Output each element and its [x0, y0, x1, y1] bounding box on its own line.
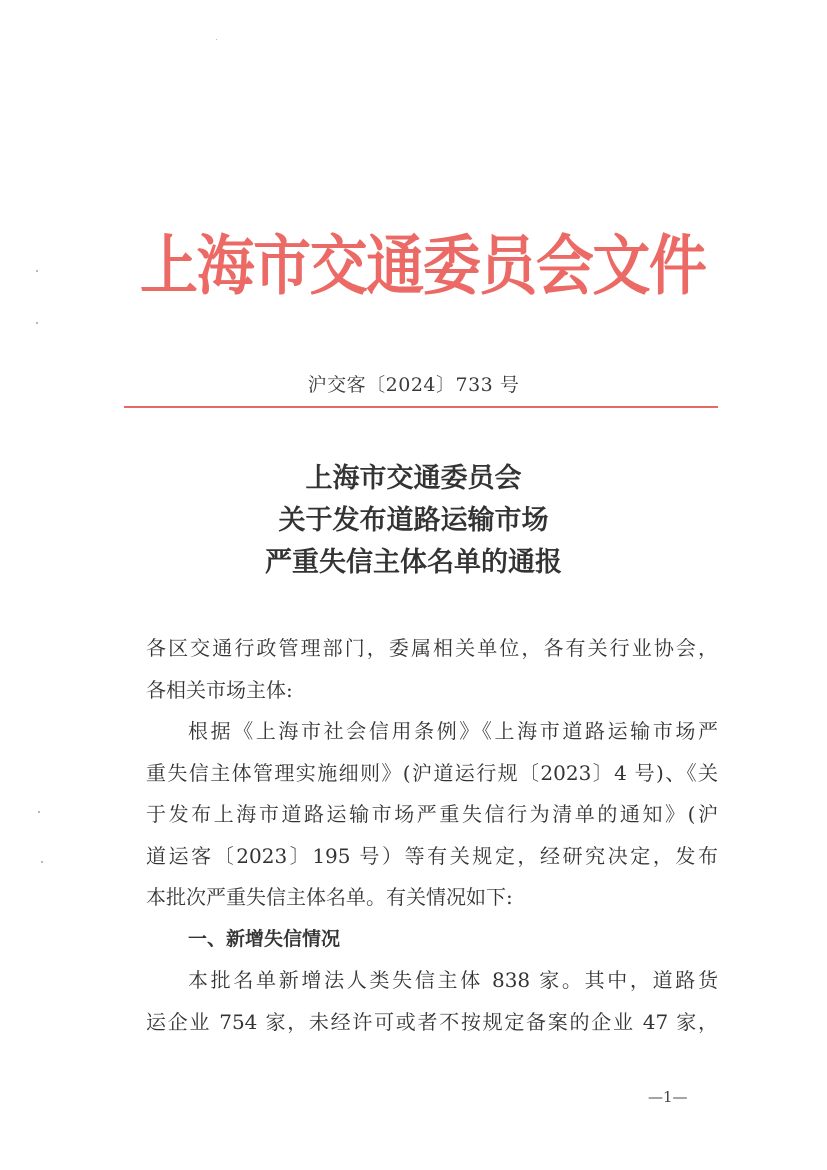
section-heading: 一、新增失信情况 [188, 927, 341, 950]
scan-speck [36, 322, 38, 324]
banner-char: 海 [196, 227, 255, 304]
banner-char: 员 [479, 227, 538, 304]
red-divider-rule [124, 406, 718, 408]
body-line: 本批名单新增法人类失信主体 838 家。其中，道路货 [188, 968, 718, 992]
body-line: 根据《上海市社会信用条例》《上海市道路运输市场严 [188, 719, 718, 743]
banner-char: 委 [422, 227, 481, 304]
banner-char: 件 [648, 227, 707, 304]
banner-char: 市 [253, 227, 312, 304]
scan-speck [36, 270, 38, 272]
body-line: 运企业 754 家，未经许可或者不按规定备案的企业 47 家， [146, 1009, 718, 1034]
scan-speck [41, 861, 43, 863]
title-line: 关于发布道路运输市场 [278, 505, 549, 536]
page-number: —1— [648, 1088, 688, 1106]
scan-speck [38, 811, 40, 813]
document-title [0, 458, 827, 584]
banner-char: 文 [592, 227, 651, 304]
body-line: 本批次严重失信主体名单。有关情况如下: [146, 885, 513, 909]
issuer-banner [140, 222, 707, 304]
title-line: 严重失信主体名单的通报 [265, 547, 562, 578]
scan-speck [216, 39, 217, 40]
body-line: 于发布上海市道路运输市场严重失信行为清单的通知》(沪 [146, 802, 718, 826]
addressee-line: 各相关市场主体: [146, 677, 293, 702]
document-number: 沪交客〔2024〕733 号 [307, 374, 520, 396]
addressee-line: 各区交通行政管理部门，委属相关单位，各有关行业协会， [146, 636, 718, 660]
body-line: 重失信主体管理实施细则》(沪道运行规〔2023〕4 号)、《关 [146, 760, 718, 785]
document-body [146, 628, 718, 1043]
banner-char: 通 [366, 227, 425, 304]
banner-char: 会 [535, 227, 594, 304]
title-line: 上海市交通委员会 [305, 463, 522, 494]
banner-char: 上 [140, 227, 199, 304]
banner-char: 交 [309, 227, 368, 304]
body-line: 道运客〔2023〕195 号）等有关规定，经研究决定，发布 [146, 843, 718, 868]
